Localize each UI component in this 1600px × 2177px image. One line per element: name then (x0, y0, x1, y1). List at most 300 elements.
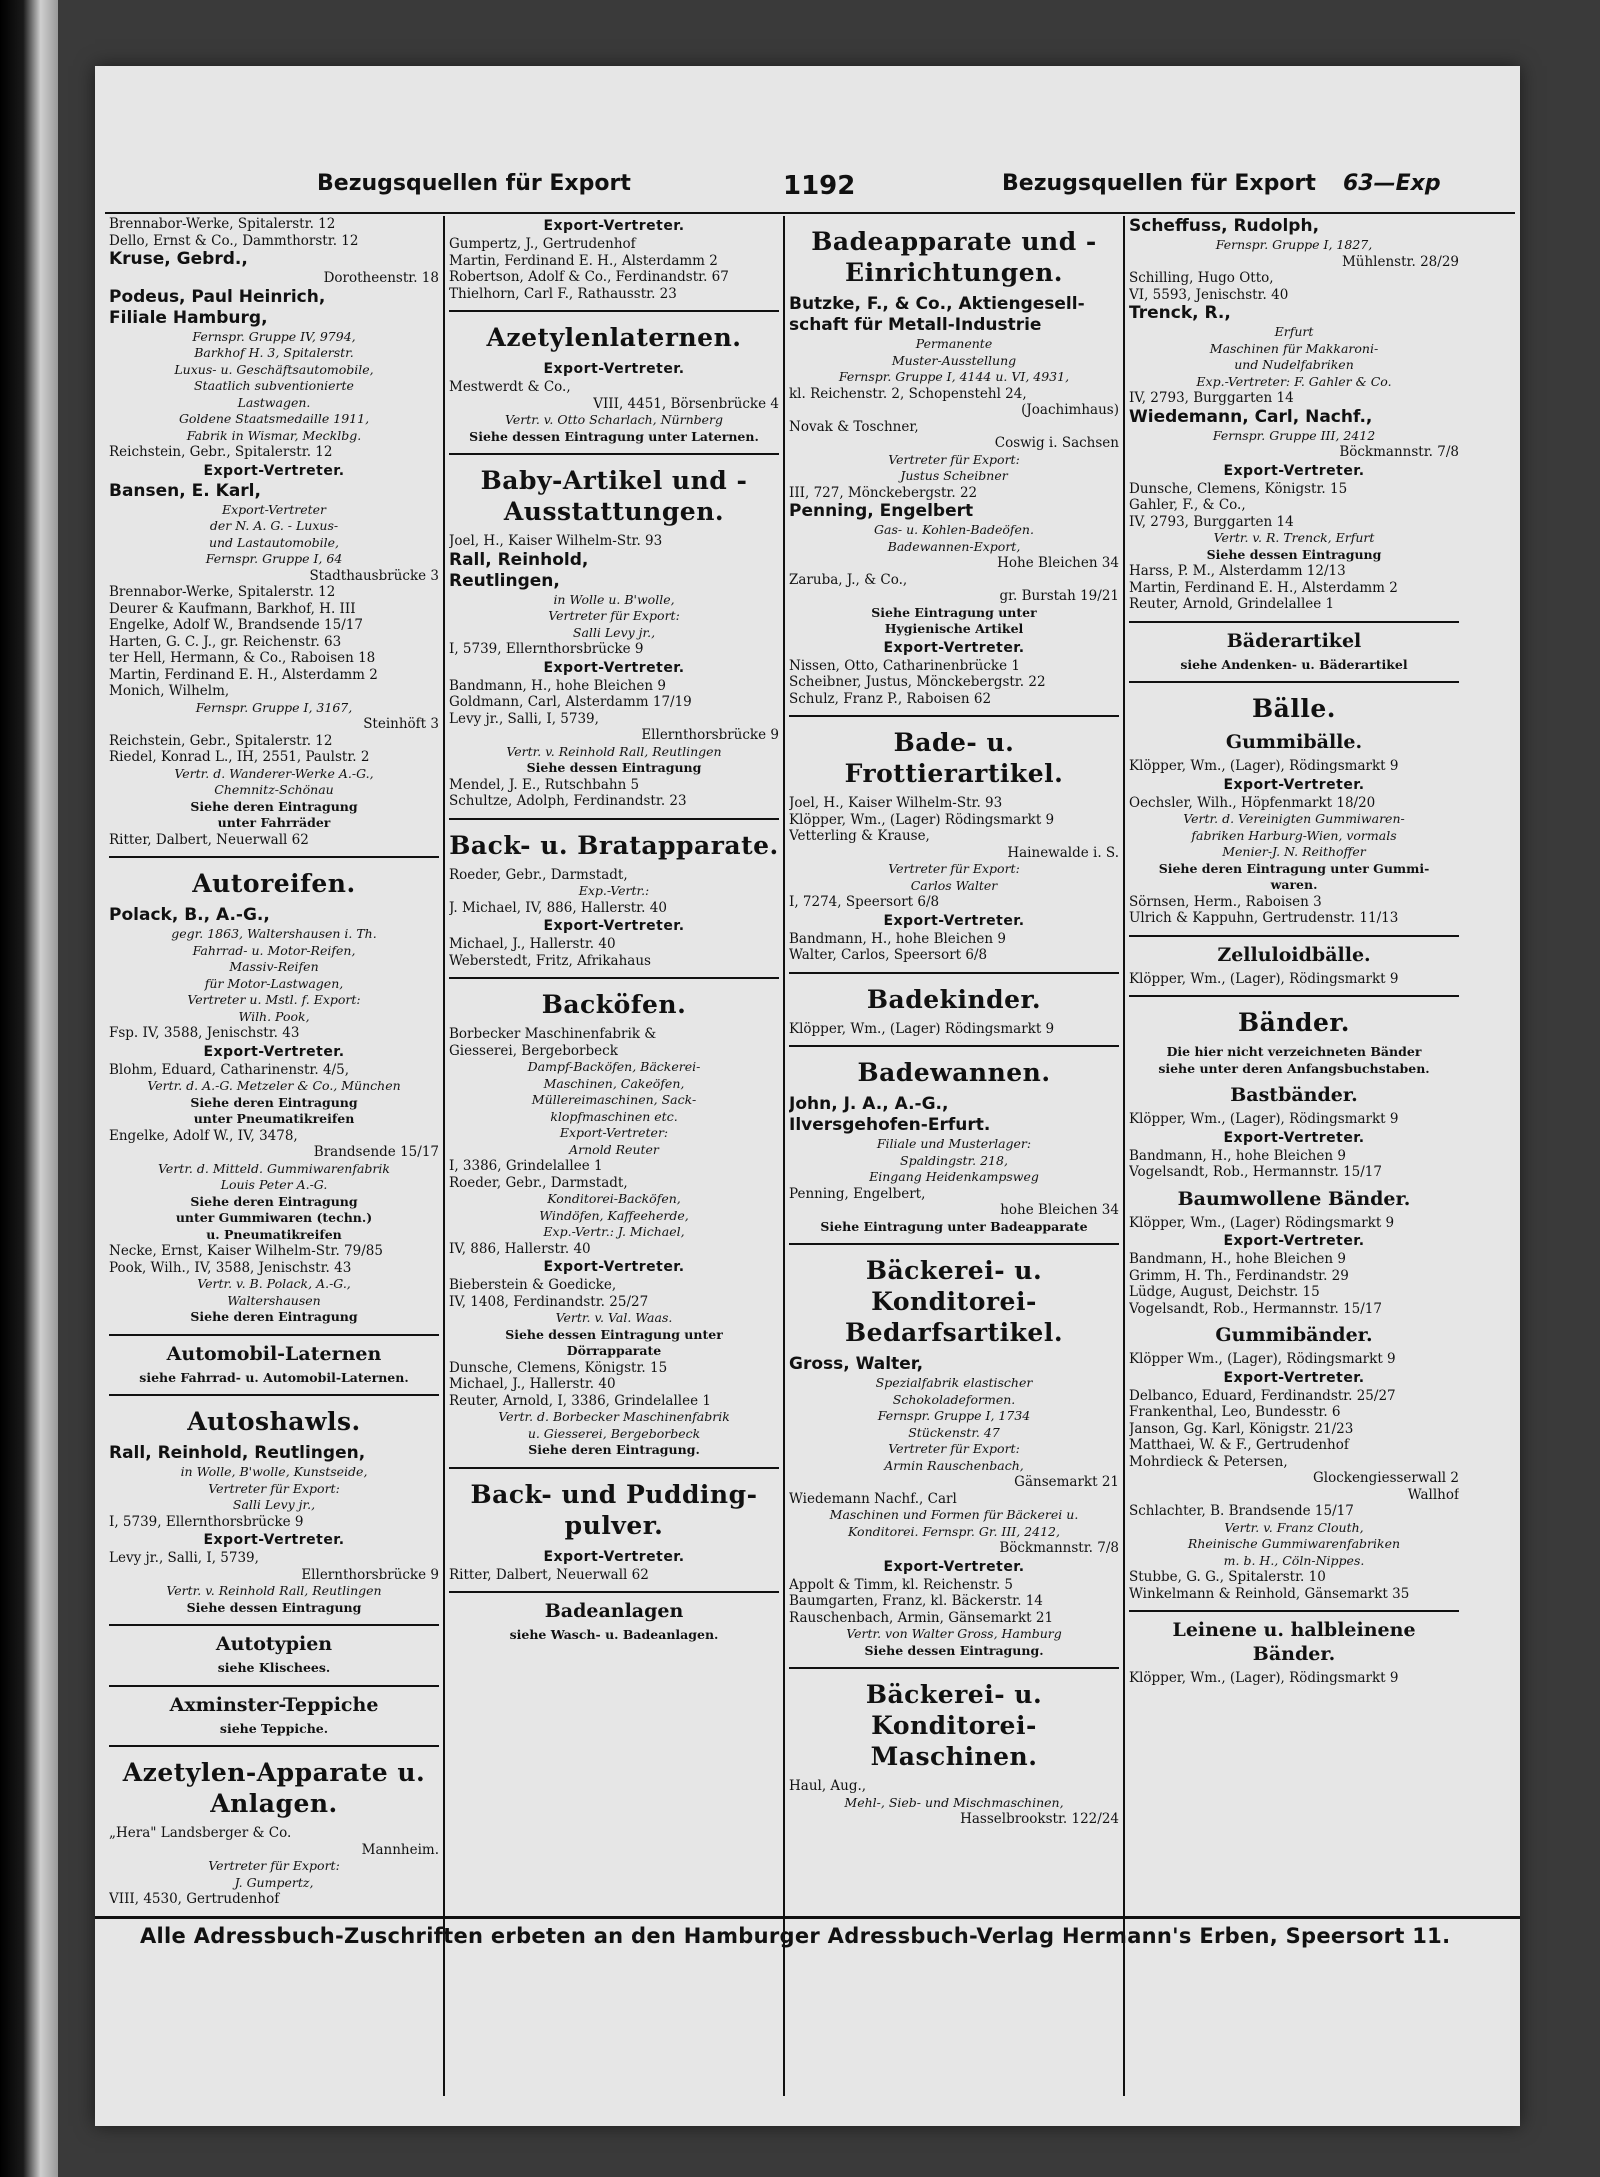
entry-detail: Windöfen, Kaffeeherde, (539, 1207, 689, 1223)
cross-reference: siehe Klischees. (217, 1660, 331, 1675)
export-agents-heading: Export-Vertreter. (543, 1548, 685, 1565)
section-rule (1129, 935, 1459, 937)
entry-detail: Maschinen, Cakeöfen, (543, 1075, 685, 1091)
entry-line: Dunsche, Clemens, Königstr. 15 (1129, 480, 1348, 497)
section-rule (109, 856, 439, 858)
address-line: (Joachimhaus) (1021, 402, 1119, 418)
entry-line: Klöpper, Wm., (Lager), Rödingsmarkt 9 (1129, 758, 1399, 774)
entry-line: Bandmann, H., hohe Bleichen 9 (449, 677, 666, 694)
entry-detail: Fernspr. Gruppe I, 3167, (195, 699, 353, 715)
entry-detail: Fahrrad- u. Motor-Reifen, (192, 942, 356, 958)
company-name: Wiedemann, Carl, Nachf., (1129, 406, 1373, 427)
cross-reference: siehe unter deren Anfangsbuchstaben. (1158, 1060, 1430, 1076)
category-heading: Baby-Artikel und -Ausstattungen. (480, 466, 748, 526)
section-rule (449, 818, 779, 820)
address-line: Mühlenstr. 28/29 (1341, 253, 1459, 270)
export-agents-heading: Export-Vertreter. (883, 1558, 1025, 1575)
entry-line: Mestwerdt & Co., (449, 379, 571, 395)
entry-line: Levy jr., Salli, I, 5739, (449, 710, 599, 727)
entry-detail: Vertreter u. Mstl. f. Export: (187, 992, 361, 1007)
entry-detail: Spaldingstr. 218, (900, 1152, 1008, 1168)
entry-detail: Armin Rauschenbach, (884, 1457, 1024, 1473)
entry-line: IV, 2793, Burggarten 14 (1129, 513, 1294, 530)
entry-detail: Fernspr. Gruppe I, 1734 (877, 1408, 1031, 1423)
category-heading: Badewannen. (857, 1058, 1051, 1087)
header-right-title: Bezugsquellen für Export (1002, 171, 1316, 196)
cross-reference: Siehe deren Eintragung (190, 1309, 358, 1324)
entry-detail: Eingang Heidenkampsweg (869, 1169, 1039, 1184)
category-heading: Backöfen. (541, 990, 687, 1019)
section-rule (1129, 681, 1459, 683)
entry-line: Necke, Ernst, Kaiser Wilhelm-Str. 79/85 (109, 1243, 383, 1259)
cross-reference: Siehe dessen Eintragung (186, 1599, 362, 1615)
address-line: Mannheim. (361, 1841, 439, 1858)
address-line: Hohe Bleichen 34 (997, 555, 1119, 571)
entry-line: Penning, Engelbert, (789, 1185, 926, 1202)
entry-line: Klöpper, Wm., (Lager), Rödingsmarkt 9 (1129, 1670, 1399, 1686)
entry-detail: Fabrik in Wismar, Mecklbg. (186, 427, 362, 443)
entry-line: Michael, J., Hallerstr. 40 (449, 1376, 616, 1392)
entry-line: Blohm, Eduard, Catharinenstr. 4/5, (109, 1061, 349, 1078)
cross-reference: Siehe Eintragung unter (871, 604, 1037, 620)
company-name: Penning, Engelbert (789, 501, 974, 521)
entry-line: Klöpper Wm., (Lager), Rödingsmarkt 9 (1129, 1351, 1396, 1367)
export-agents-heading: Export-Vertreter. (1223, 462, 1365, 479)
entry-detail: Vertr. v. Otto Scharlach, Nürnberg (504, 412, 724, 427)
section-reference: 63—Exp (1343, 171, 1441, 196)
entry-line: I, 5739, Ellernthorsbrücke 9 (449, 641, 644, 657)
entry-line: „Hera" Landsberger & Co. (109, 1825, 292, 1841)
entry-line: Novak & Toschner, (789, 418, 919, 435)
entry-detail: J. Gumpertz, (234, 1874, 314, 1890)
column-1 (109, 216, 439, 2096)
entry-detail: Konditorei-Backöfen, (547, 1191, 681, 1206)
category-heading: Bälle. (1252, 694, 1336, 723)
entry-detail: Exp.-Vertr.: J. Michael, (543, 1224, 685, 1239)
section-rule (1129, 1610, 1459, 1612)
company-name: Scheffuss, Rudolph, (1129, 216, 1320, 236)
address-line: Stadthausbrücke 3 (309, 567, 439, 584)
address-line: gr. Burstah 19/21 (999, 588, 1119, 604)
entry-line: Sörnsen, Herm., Raboisen 3 (1129, 893, 1322, 910)
address-line: Dorotheenstr. 18 (323, 270, 439, 286)
entry-detail: Vertreter für Export: (208, 1480, 340, 1496)
entry-line: Winkelmann & Reinhold, Gänsemarkt 35 (1129, 1585, 1410, 1602)
entry-line: Bieberstein & Goedicke, (449, 1277, 617, 1293)
entry-detail: Erfurt (1274, 324, 1314, 339)
address-line: Hainewalde i. S. (1007, 844, 1119, 861)
section-rule (109, 1685, 439, 1687)
export-agents-heading: Export-Vertreter. (203, 462, 345, 479)
subcategory-heading: Autotypien (215, 1633, 333, 1655)
entry-line: Ritter, Dalbert, Neuerwall 62 (449, 1566, 649, 1583)
entry-line: Scheibner, Justus, Mönckebergstr. 22 (789, 674, 1046, 690)
entry-detail: Luxus- u. Geschäftsautomobile, (174, 361, 374, 377)
entry-line: Levy jr., Salli, I, 5739, (109, 1550, 259, 1566)
company-name: Reutlingen, (449, 570, 560, 591)
entry-line: Schulz, Franz P., Raboisen 62 (789, 690, 992, 707)
cross-reference: Siehe dessen Eintragung. (864, 1642, 1044, 1658)
export-agents-heading: Export-Vertreter. (543, 1259, 685, 1275)
section-rule (789, 1667, 1119, 1669)
entry-detail: Maschinen und Formen für Bäckerei u. (829, 1507, 1079, 1522)
entry-line: Giesserei, Bergeborbeck (449, 1042, 618, 1059)
entry-line: ter Hell, Hermann, & Co., Raboisen 18 (109, 650, 376, 666)
entry-line: Appolt & Timm, kl. Reichenstr. 5 (789, 1576, 1013, 1593)
address-line: Wallhof (1407, 1486, 1459, 1503)
export-agents-heading: Export-Vertreter. (1223, 1233, 1365, 1249)
cross-reference: unter Fahrräder (217, 815, 331, 830)
adjacent-page-edge (0, 0, 58, 2177)
entry-detail: Vertr. d. Borbecker Maschinenfabrik (498, 1409, 730, 1424)
export-agents-heading: Export-Vertreter. (203, 1532, 345, 1548)
entry-line: Joel, H., Kaiser Wilhelm-Str. 93 (789, 795, 1003, 811)
entry-detail: fabriken Harburg-Wien, vormals (1191, 827, 1397, 843)
entry-detail: Vertreter für Export: (888, 451, 1020, 467)
entry-detail: Vertr. d. Mitteld. Gummiwarenfabrik (158, 1160, 390, 1176)
entry-detail: Vertr. d. Wanderer-Werke A.-G., (174, 765, 374, 781)
entry-line: Lüdge, August, Deichstr. 15 (1129, 1284, 1320, 1300)
subcategory-heading: Zelluloidbälle. (1217, 943, 1371, 966)
cross-reference: Siehe dessen Eintragung (1206, 546, 1382, 562)
entry-detail: Justus Scheibner (900, 468, 1008, 483)
entry-line: Thielhorn, Carl F., Rathausstr. 23 (449, 285, 677, 302)
entry-detail: Fernspr. Gruppe I, 1827, (1215, 237, 1373, 252)
entry-line: Robertson, Adolf & Co., Ferdinandstr. 67 (449, 269, 729, 285)
entry-detail: und Nudelfabriken (1234, 357, 1354, 372)
company-name: Gross, Walter, (789, 1354, 924, 1374)
entry-detail: in Wolle u. B'wolle, (553, 591, 675, 607)
category-heading: Autoshawls. (187, 1407, 361, 1436)
entry-line: Frankenthal, Leo, Bundesstr. 6 (1129, 1404, 1341, 1420)
entry-line: Klöpper, Wm., (Lager), Rödingsmarkt 9 (1129, 1111, 1399, 1127)
entry-detail: Vertr. von Walter Gross, Hamburg (846, 1626, 1062, 1641)
entry-detail: Exp.-Vertreter: F. Gahler & Co. (1196, 373, 1392, 389)
column-divider (1123, 216, 1125, 2096)
column-divider (443, 216, 445, 2096)
entry-line: Gahler, F., & Co., (1129, 497, 1246, 513)
entry-line: Reuter, Arnold, Grindelallee 1 (1129, 596, 1335, 612)
entry-line: Pook, Wilh., IV, 3588, Jenischstr. 43 (109, 1259, 352, 1276)
entry-detail: Konditorei. Fernspr. Gr. III, 2412, (848, 1523, 1060, 1539)
company-name: Podeus, Paul Heinrich, (109, 286, 326, 307)
entry-line: Vetterling & Krause, (789, 828, 930, 844)
entry-detail: Goldene Staatsmedaille 1911, (178, 411, 370, 426)
section-rule (449, 453, 779, 455)
section-rule (449, 977, 779, 979)
entry-line: VI, 5593, Jenischstr. 40 (1129, 286, 1289, 303)
entry-line: Reuter, Arnold, I, 3386, Grindelallee 1 (449, 1392, 711, 1409)
category-heading: Badeapparate und -Einrichtungen. (811, 227, 1097, 287)
entry-line: Fsp. IV, 3588, Jenischstr. 43 (109, 1025, 300, 1041)
entry-detail: in Wolle, B'wolle, Kunstseide, (180, 1464, 368, 1479)
entry-detail: und Lastautomobile, (208, 534, 340, 550)
entry-detail: Chemnitz-Schönau (214, 782, 334, 797)
address-line: hohe Bleichen 34 (1000, 1202, 1119, 1218)
entry-line: III, 727, Mönckebergstr. 22 (789, 484, 978, 501)
cross-reference: unter Gummiwaren (techn.) (175, 1210, 373, 1225)
directory-page (95, 66, 1520, 2126)
column-2 (449, 216, 779, 2096)
cross-reference: Siehe deren Eintragung (190, 798, 358, 814)
entry-line: Harten, G. C. J., gr. Reichenstr. 63 (109, 633, 342, 650)
entry-line: Monich, Wilhelm, (109, 683, 230, 699)
entry-line: Delbanco, Eduard, Ferdinandstr. 25/27 (1129, 1387, 1396, 1404)
subcategory-heading: Leinene u. halbleinene Bänder. (1172, 1619, 1416, 1665)
export-agents-heading: Export-Vertreter. (543, 659, 685, 676)
section-rule (109, 1394, 439, 1396)
cross-reference: Siehe deren Eintragung (190, 1193, 358, 1209)
entry-line: Nissen, Otto, Catharinenbrücke 1 (789, 657, 1020, 674)
entry-detail: Vertreter für Export: (548, 608, 680, 623)
entry-line: Mendel, J. E., Rutschbahn 5 (449, 776, 640, 793)
footer-rule (95, 1916, 1520, 1919)
section-rule (109, 1334, 439, 1336)
cross-reference: Siehe deren Eintragung (190, 1094, 358, 1110)
cross-reference: waren. (1270, 877, 1318, 892)
entry-detail: Wilh. Pook, (238, 1008, 310, 1024)
cross-reference: siehe Teppiche. (219, 1720, 329, 1736)
entry-line: Ulrich & Kappuhn, Gertrudenstr. 11/13 (1129, 910, 1399, 926)
entry-detail: Maschinen für Makkaroni- (1209, 340, 1379, 356)
entry-line: Borbecker Maschinenfabrik & (449, 1026, 657, 1042)
entry-detail: gegr. 1863, Waltershausen i. Th. (171, 926, 377, 941)
cross-reference: Siehe Eintragung unter Badeapparate (820, 1218, 1088, 1234)
entry-line: Martin, Ferdinand E. H., Alsterdamm 2 (449, 252, 718, 269)
export-agents-heading: Export-Vertreter. (543, 918, 685, 934)
entry-detail: Spezialfabrik elastischer (875, 1375, 1033, 1390)
entry-line: Haul, Aug., (789, 1778, 867, 1794)
company-name: schaft für Metall-Industrie (789, 315, 1042, 335)
category-heading: Azetylenlaternen. (486, 323, 742, 352)
category-heading: Back- und Pudding-pulver. (470, 1479, 758, 1540)
entry-line: Dunsche, Clemens, Königstr. 15 (449, 1359, 668, 1376)
entry-detail: Fernspr. Gruppe III, 2412 (1212, 427, 1376, 443)
export-agents-heading: Export-Vertreter. (543, 218, 685, 234)
company-name: Kruse, Gebrd., (109, 249, 248, 269)
page-number: 1192 (783, 171, 856, 201)
address-line: Coswig i. Sachsen (994, 435, 1119, 451)
entry-detail: Vertr. v. B. Polack, A.-G., (197, 1276, 351, 1291)
cross-reference: Siehe deren Eintragung unter Gummi- (1158, 860, 1430, 876)
entry-line: Joel, H., Kaiser Wilhelm-Str. 93 (449, 533, 663, 549)
entry-line: J. Michael, IV, 886, Hallerstr. 40 (449, 899, 667, 916)
subcategory-heading: Bastbänder. (1230, 1084, 1358, 1106)
entry-line: Baumgarten, Franz, kl. Bäckerstr. 14 (789, 1593, 1043, 1609)
header-rule (105, 212, 1515, 214)
entry-line: Brennabor-Werke, Spitalerstr. 12 (109, 216, 336, 232)
company-name: Butzke, F., & Co., Aktiengesell- (789, 294, 1085, 314)
subcategory-heading: Automobil-Laternen (166, 1342, 382, 1365)
entry-line: Walter, Carlos, Speersort 6/8 (789, 947, 988, 963)
entry-line: Goldmann, Carl, Alsterdamm 17/19 (449, 694, 692, 710)
entry-detail: Gas- u. Kohlen-Badeöfen. (874, 522, 1034, 537)
entry-line: Grimm, H. Th., Ferdinandstr. 29 (1129, 1267, 1349, 1284)
entry-detail: Schokoladeformen. (892, 1391, 1016, 1407)
entry-line: IV, 1408, Ferdinandstr. 25/27 (449, 1293, 649, 1310)
section-rule (789, 1045, 1119, 1047)
entry-detail: Vertr. v. R. Trenck, Erfurt (1213, 530, 1375, 545)
cross-reference: Siehe deren Eintragung. (528, 1442, 700, 1457)
entry-detail: Fernspr. Gruppe I, 64 (205, 551, 343, 566)
entry-line: Harss, P. M., Alsterdamm 12/13 (1129, 563, 1346, 579)
section-rule (449, 310, 779, 312)
category-heading: Bade- u. Frottierartikel. (844, 728, 1064, 788)
entry-line: I, 7274, Speersort 6/8 (789, 894, 940, 910)
entry-detail: Müllereimaschinen, Sack- (531, 1092, 697, 1107)
entry-line: Klöpper, Wm., (Lager), Rödingsmarkt 9 (1129, 970, 1399, 987)
entry-line: Martin, Ferdinand E. H., Alsterdamm 2 (1129, 579, 1398, 596)
entry-detail: Rheinische Gummiwarenfabriken (1187, 1536, 1401, 1551)
entry-line: Brennabor-Werke, Spitalerstr. 12 (109, 584, 336, 600)
entry-detail: Export-Vertreter (221, 501, 327, 517)
export-agents-heading: Export-Vertreter. (543, 361, 685, 377)
company-name: Bansen, E. Karl, (109, 480, 261, 501)
entry-line: Klöpper, Wm., (Lager) Rödingsmarkt 9 (789, 811, 1055, 828)
company-name: Ilversgehofen-Erfurt. (789, 1115, 991, 1135)
publisher-footer: Alle Adressbuch-Zuschriften erbeten an den Hamburger Adressbuch-Verlag Hermann's Erben, Speersort 11. (140, 1924, 1451, 1948)
entry-line: Wiedemann Nachf., Carl (789, 1490, 957, 1507)
entry-line: Engelke, Adolf W., IV, 3478, (109, 1127, 298, 1144)
cross-reference: siehe Wasch- u. Badeanlagen. (509, 1627, 719, 1642)
section-rule (449, 1591, 779, 1593)
export-agents-heading: Export-Vertreter. (1223, 1369, 1365, 1386)
section-rule (109, 1624, 439, 1626)
entry-detail: Permanente (915, 336, 993, 351)
subcategory-heading: Badeanlagen (544, 1600, 684, 1622)
entry-line: Engelke, Adolf W., Brandsende 15/17 (109, 617, 363, 633)
entry-detail: Mehl-, Sieb- und Mischmaschinen, (844, 1794, 1064, 1810)
company-name: Rall, Reinhold, (449, 549, 589, 570)
entry-detail: klopfmaschinen etc. (550, 1108, 678, 1124)
entry-detail: Salli Levy jr., (232, 1497, 316, 1512)
entry-line: Reichstein, Gebr., Spitalerstr. 12 (109, 444, 333, 460)
cross-reference: u. Pneumatikreifen (206, 1226, 342, 1242)
category-heading: Back- u. Bratapparate. (449, 830, 779, 860)
category-heading: Autoreifen. (192, 869, 356, 898)
entry-detail: Vertr. d. Vereinigten Gummiwaren- (1183, 811, 1405, 826)
cross-reference: Siehe dessen Eintragung (526, 760, 702, 775)
entry-line: Roeder, Gebr., Darmstadt, (449, 1174, 628, 1191)
category-heading: Bäckerei- u. Konditorei-Maschinen. (865, 1680, 1043, 1771)
entry-line: Klöpper, Wm., (Lager) Rödingsmarkt 9 (789, 1020, 1055, 1037)
cross-reference: Dörrapparate (566, 1343, 662, 1358)
entry-detail: u. Giesserei, Bergeborbeck (527, 1425, 701, 1441)
entry-line: Schilling, Hugo Otto, (1129, 270, 1274, 286)
entry-line: Deurer & Kaufmann, Barkhof, H. III (109, 600, 356, 617)
section-rule (789, 972, 1119, 974)
company-name: Polack, B., A.-G., (109, 905, 270, 925)
entry-detail: Vertr. v. Reinhold Rall, Reutlingen (166, 1583, 382, 1598)
entry-detail: Export-Vertreter: (559, 1125, 669, 1140)
entry-line: IV, 886, Hallerstr. 40 (449, 1240, 591, 1257)
column-divider (783, 216, 785, 2096)
company-name: Filiale Hamburg, (109, 307, 268, 328)
entry-detail: Vertreter für Export: (888, 861, 1020, 876)
cross-reference: unter Pneumatikreifen (193, 1111, 355, 1126)
subcategory-heading: Baumwollene Bänder. (1177, 1187, 1411, 1210)
section-rule (449, 1467, 779, 1469)
category-heading: Bänder. (1238, 1008, 1350, 1037)
entry-detail: Louis Peter A.-G. (220, 1177, 328, 1192)
entry-line: VIII, 4530, Gertrudenhof (109, 1891, 280, 1907)
entry-line: Gumpertz, J., Gertrudenhof (449, 236, 636, 252)
entry-line: IV, 2793, Burggarten 14 (1129, 390, 1294, 406)
running-header (95, 171, 1520, 211)
export-agents-heading: Export-Vertreter. (883, 639, 1025, 656)
entry-detail: Fernspr. Gruppe IV, 9794, (192, 328, 356, 344)
entry-detail: Waltershausen (227, 1292, 321, 1308)
entry-line: Klöpper, Wm., (Lager) Rödingsmarkt 9 (1129, 1214, 1395, 1231)
address-line: Glockengiesserwall 2 (1312, 1470, 1459, 1486)
subcategory-heading: Axminster-Teppiche (169, 1693, 379, 1716)
entry-detail: Vertr. v. Val. Waas. (555, 1310, 673, 1325)
entry-line: Schlachter, B. Brandsende 15/17 (1129, 1503, 1354, 1519)
entry-detail: Carlos Walter (910, 877, 998, 893)
entry-detail: Vertr. v. Reinhold Rall, Reutlingen (506, 743, 722, 759)
section-rule (789, 715, 1119, 717)
entry-detail: m. b. H., Cöln-Nippes. (1223, 1552, 1365, 1568)
entry-detail: Lastwagen. (237, 394, 311, 410)
entry-line: Bandmann, H., hohe Bleichen 9 (1129, 1147, 1346, 1164)
entry-detail: Arnold Reuter (569, 1141, 659, 1157)
entry-detail: Muster-Ausstellung (891, 352, 1017, 368)
entry-detail: Filiale und Musterlager: (876, 1136, 1032, 1151)
company-name: John, J. A., A.-G., (789, 1094, 949, 1114)
cross-reference: Die hier nicht verzeichneten Bänder (1166, 1044, 1422, 1059)
export-agents-heading: Export-Vertreter. (1223, 776, 1365, 793)
address-line: Ellernthorsbrücke 9 (301, 1566, 439, 1583)
entry-detail: Staatlich subventionierte (194, 378, 354, 393)
entry-line: Schultze, Adolph, Ferdinandstr. 23 (449, 793, 687, 809)
entry-line: Janson, Gg. Karl, Königstr. 21/23 (1129, 1420, 1354, 1437)
header-left-title: Bezugsquellen für Export (317, 171, 631, 196)
entry-line: Vogelsandt, Rob., Hermannstr. 15/17 (1129, 1300, 1382, 1317)
entry-detail: Exp.-Vertr.: (578, 883, 650, 898)
subcategory-heading: Gummibälle. (1225, 731, 1363, 753)
address-line: Hasselbrookstr. 122/24 (960, 1811, 1119, 1827)
address-line: Brandsende 15/17 (313, 1144, 439, 1160)
company-name: Trenck, R., (1129, 303, 1231, 323)
entry-detail: Fernspr. Gruppe I, 4144 u. VI, 4931, (838, 369, 1070, 384)
column-4 (1129, 216, 1459, 2096)
entry-line: Michael, J., Hallerstr. 40 (449, 936, 616, 952)
entry-line: Rauschenbach, Armin, Gänsemarkt 21 (789, 1609, 1054, 1626)
entry-detail: Vertr. v. Franz Clouth, (1224, 1519, 1364, 1535)
subcategory-heading: Gummibänder. (1215, 1324, 1373, 1346)
entry-line: Reichstein, Gebr., Spitalerstr. 12 (109, 732, 333, 749)
entry-detail: Menier-J. N. Reithoffer (1222, 844, 1366, 859)
entry-line: Vogelsandt, Rob., Hermannstr. 15/17 (1129, 1164, 1382, 1180)
entry-line: Oechsler, Wilh., Höpfenmarkt 18/20 (1129, 794, 1376, 811)
column-3 (789, 216, 1119, 2096)
category-heading: Bäckerei- u. Konditorei-Bedarfsartikel. (844, 1256, 1064, 1347)
entry-detail: Salli Levy jr., (572, 624, 656, 640)
entry-line: I, 5739, Ellernthorsbrücke 9 (109, 1513, 304, 1530)
section-rule (109, 1745, 439, 1747)
export-agents-heading: Export-Vertreter. (203, 1043, 345, 1060)
entry-detail: Vertreter für Export: (888, 1441, 1020, 1456)
entry-detail: Barkhof H. 3, Spitalerstr. (194, 345, 354, 360)
cross-reference: Siehe dessen Eintragung unter (505, 1326, 723, 1342)
entry-detail: Vertreter für Export: (208, 1858, 340, 1873)
entry-detail: Vertr. d. A.-G. Metzeler & Co., München (147, 1078, 401, 1093)
address-line: Böckmannstr. 7/8 (1339, 444, 1459, 460)
entry-detail: Massiv-Reifen (229, 959, 319, 974)
cross-reference: Siehe dessen Eintragung unter Laternen. (469, 428, 759, 444)
address-line: Böckmannstr. 7/8 (999, 1540, 1119, 1556)
export-agents-heading: Export-Vertreter. (1223, 1129, 1365, 1146)
